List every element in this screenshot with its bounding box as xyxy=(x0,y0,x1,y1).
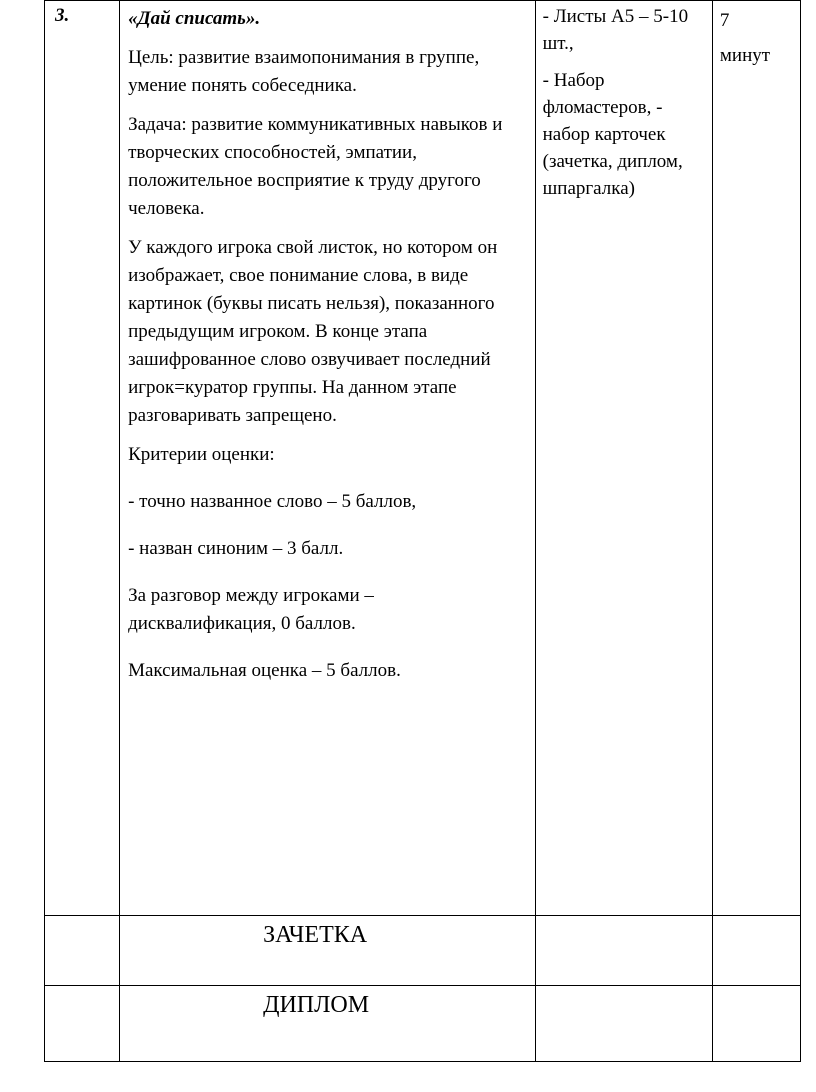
table-row-zachetka xyxy=(45,916,801,986)
activity-table xyxy=(44,0,801,1062)
activity-title: «Дай списать». xyxy=(128,8,261,29)
row-number: 3. xyxy=(45,1,120,916)
time-unit: минут xyxy=(719,45,771,66)
materials-item-sheets: - Листы А5 – 5-10 шт., xyxy=(542,6,689,54)
table-row-diplom xyxy=(45,986,801,1062)
rules-text: У каждого игрока свой листок, но котором он изображает, свое понимание слова, в виде картинок (буквы писать нельзя), показанного предыдущим игроком. В конце этапа зашифрованное слово озвучивает последний игрок=куратор группы. На данном этапе разговаривать запрещено. xyxy=(128,237,498,426)
goal-text: Цель: развитие взаимопонимания в группе, умение понять собеседника. xyxy=(128,47,480,96)
time-value: 7 xyxy=(719,10,730,31)
card-label-zachetka: ЗАЧЕТКА xyxy=(120,916,536,986)
time-cell xyxy=(712,1,800,916)
card-label-diplom: ДИПЛОМ xyxy=(120,986,536,1062)
materials-cell xyxy=(535,1,712,916)
disqualification-text: За разговор между игроками – дисквалификация, 0 баллов. xyxy=(128,585,374,634)
table-row-activity xyxy=(45,1,801,916)
criteria-item-exact: - точно названное слово – 5 баллов, xyxy=(128,491,417,512)
materials-item-markers: - Набор фломастеров, - набор карточек (зачетка, диплом, шпаргалка) xyxy=(542,70,683,199)
criteria-item-synonym: - назван синоним – 3 балл. xyxy=(128,538,344,559)
task-text: Задача: развитие коммуникативных навыков и творческих способностей, эмпатии, положительное восприятие к труду другого человека. xyxy=(128,114,503,219)
criteria-heading: Критерии оценки: xyxy=(128,444,275,465)
max-score-text: Максимальная оценка – 5 баллов. xyxy=(128,660,401,681)
activity-description xyxy=(120,1,536,916)
